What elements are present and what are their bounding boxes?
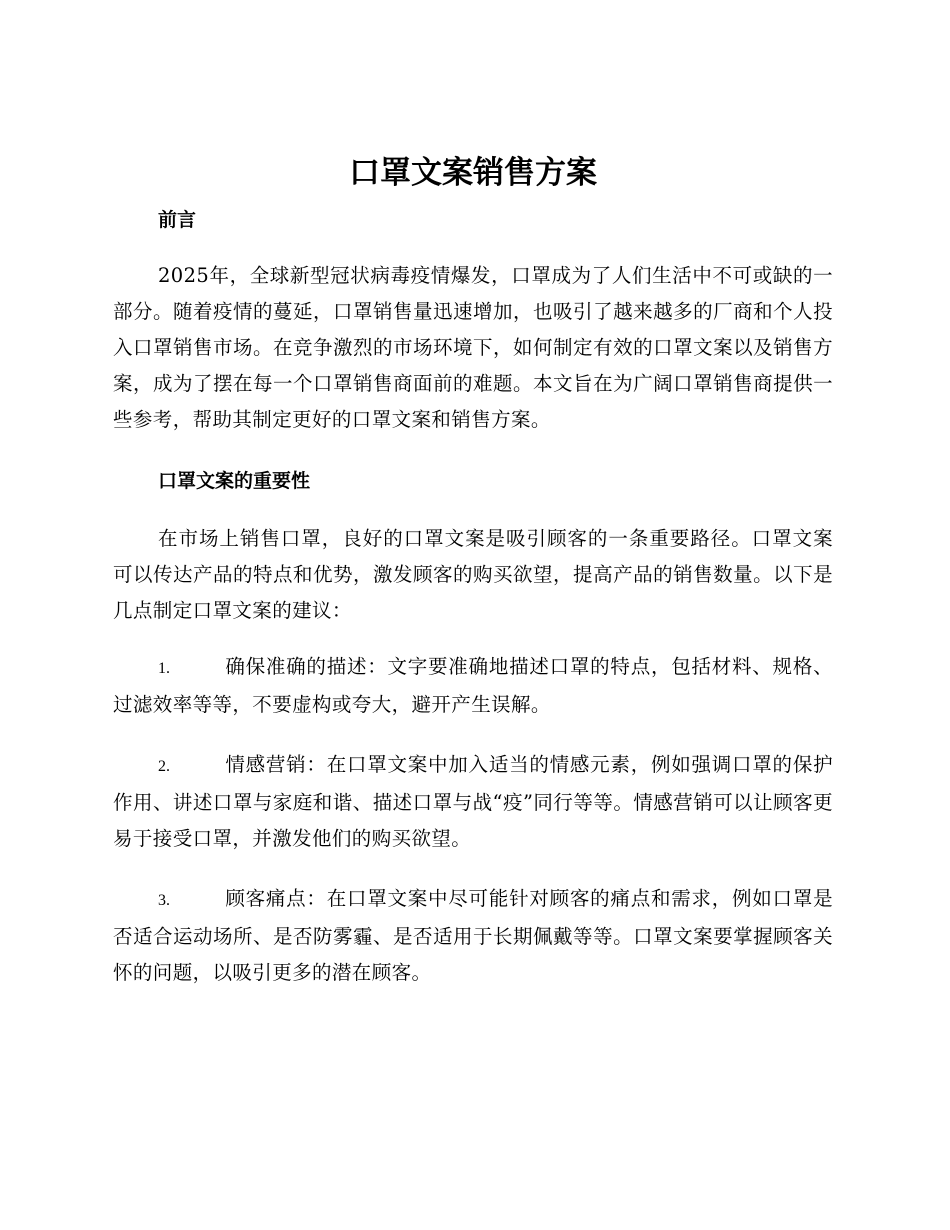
section-heading-preface: 前言: [158, 209, 197, 231]
importance-paragraph: 在市场上销售口罩，良好的口罩文案是吸引顾客的一条重要路径。口罩文案可以传达产品的特点和优势，激发顾客的购买欲望，提高产品的销售数量。以下是几点制定口罩文案的建议：: [113, 527, 833, 622]
list-item: [113, 649, 833, 723]
section-heading-importance: 口罩文案的重要性: [158, 470, 311, 492]
list-item-text: 确保准确的描述：文字要准确地描述口罩的特点，包括材料、规格、过滤效率等等，不要虚构或夸大，避开产生误解。: [113, 655, 833, 716]
list-item-text: 情感营销：在口罩文案中加入适当的情感元素，例如强调口罩的保护作用、讲述口罩与家庭和谐、描述口罩与战“疫”同行等等。情感营销可以让顾客更易于接受口罩，并激发他们的购买欲望。: [113, 753, 833, 850]
preface-paragraph: 2025年，全球新型冠状病毒疫情爆发，口罩成为了人们生活中不可或缺的一部分。随着疫情的蔓延，口罩销售量迅速增加，也吸引了越来越多的厂商和个人投入口罩销售市场。在竞争激烈的市场环境下，如何制定有效的口罩文案以及销售方案，成为了摆在每一个口罩销售商面前的难题。本文旨在为广阔口罩销售商提供一些参考，帮助其制定更好的口罩文案和销售方案。: [113, 264, 833, 431]
document-body: [113, 150, 833, 991]
list-item-text: 顾客痛点：在口罩文案中尽可能针对顾客的痛点和需求，例如口罩是否适合运动场所、是否防雾霾、是否适用于长期佩戴等等。口罩文案要掌握顾客关怀的问题，以吸引更多的潜在顾客。: [113, 887, 833, 984]
list-item: [113, 881, 833, 991]
list-item-number: 1.: [158, 660, 170, 677]
list-item: [113, 747, 833, 857]
document-title: 口罩文案销售方案: [349, 155, 597, 191]
list-item-number: 2.: [158, 758, 170, 775]
list-item-number: 3.: [158, 892, 170, 909]
